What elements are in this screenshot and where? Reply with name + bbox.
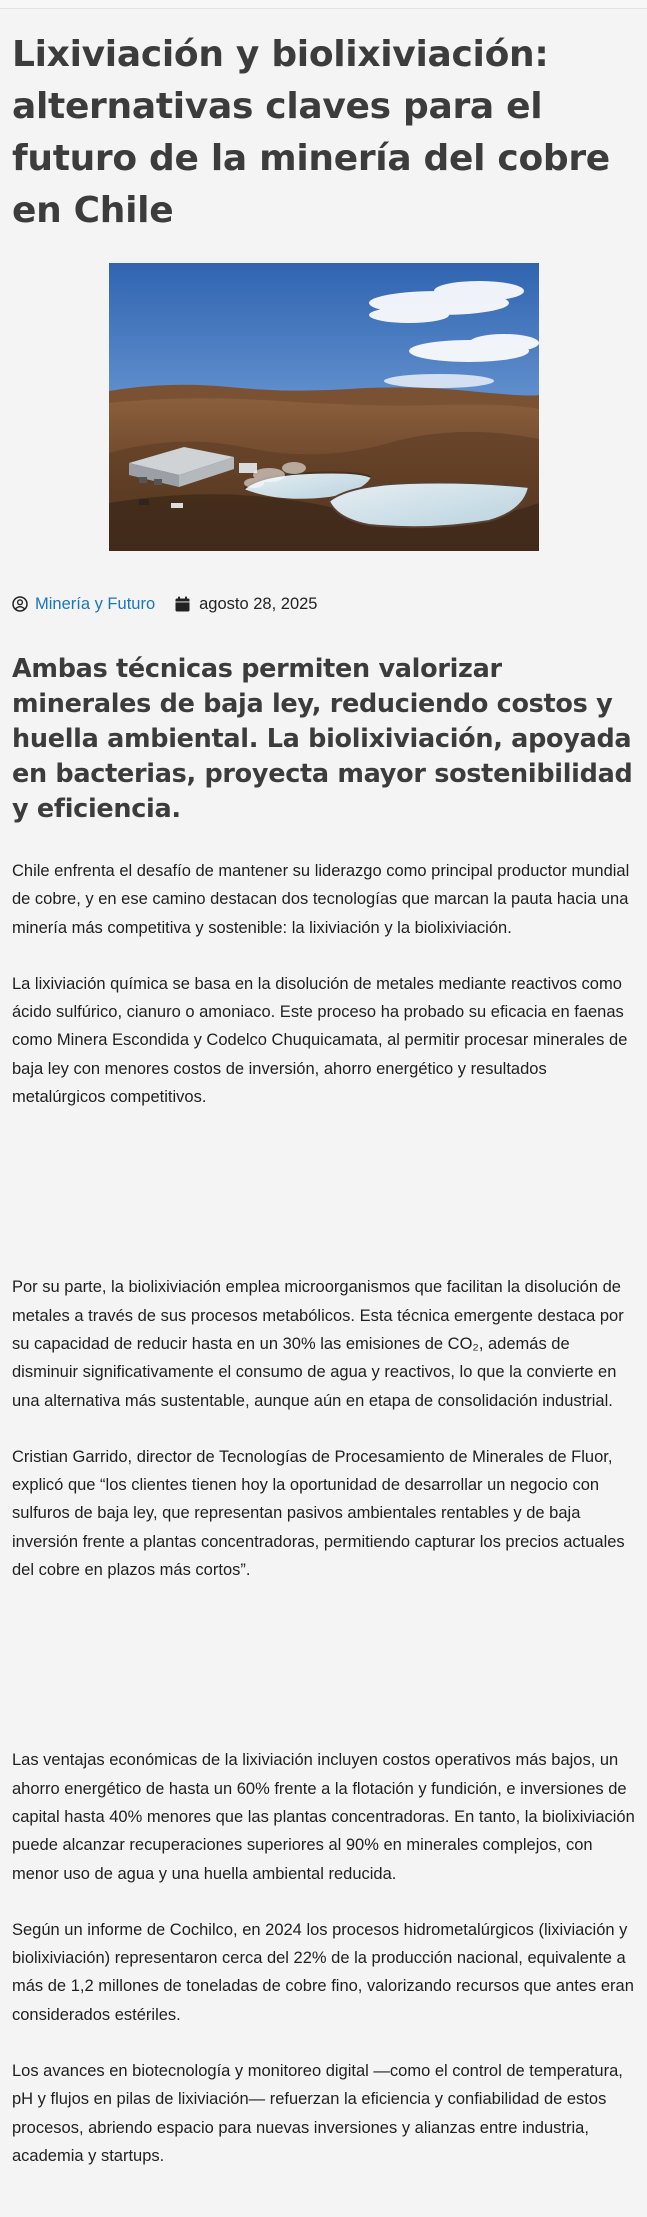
calendar-icon: [175, 596, 190, 612]
hero-image-container: [12, 263, 635, 551]
publish-date: agosto 28, 2025: [199, 594, 318, 613]
paragraph: Los avances en biotecnología y monitoreo digital —como el control de temperatura, pH y flujos en pilas de lixiviación— refuerzan la eficiencia y confiabilidad de estos procesos, abriendo espacio para nuevas inversiones y alianzas entre industria, academia y startups.: [12, 2062, 623, 2165]
article: [0, 29, 647, 2170]
article-meta: [12, 592, 635, 616]
paragraph: Por su parte, la biolixiviación emplea microorganismos que facilitan la disolución de metales a través de sus procesos metabólicos. Esta técnica emergente destaca por su capacidad de reducir hasta en un 30% las emisiones de CO₂, además de disminuir significativamente el consumo de agua y reactivos, lo que la convierte en una alternativa más sustentable, aunque aún en etapa de consolidación industrial.: [12, 1278, 624, 1410]
top-bar: [0, 0, 647, 9]
paragraph: Chile enfrenta el desafío de mantener su liderazgo como principal productor mundial de cobre, y en ese camino destacan dos tecnologías que marcan la pauta hacia una minería más competitiva y sostenible: la lixiviación y la biolixiviación.: [12, 862, 630, 937]
paragraph: Las ventajas económicas de la lixiviación incluyen costos operativos más bajos, un ahorro energético de hasta un 60% frente a la flotación y fundición, e inversiones de capital hasta 40% menores que las plantas concentradoras. En tanto, la biolixiviación puede alcanzar recuperaciones superiores al 90% en minerales complejos, con menor uso de agua y una huella ambiental reducida.: [12, 1751, 635, 1883]
paragraph: La lixiviación química se basa en la disolución de metales mediante reactivos como ácido sulfúrico, cianuro o amoniaco. Este proceso ha probado su eficacia en faenas como Minera Escondida y Codelco Chuquicamata, al permitir procesar minerales de baja ley con menores costos de inversión, ahorro energético y resultados metalúrgicos competitivos.: [12, 974, 628, 1107]
category-link[interactable]: Minería y Futuro: [35, 594, 156, 613]
paragraph: Según un informe de Cochilco, en 2024 los procesos hidrometalúrgicos (lixiviación y biolixiviación) representaron cerca del 22% de la producción nacional, equivalente a más de 1,2 millones de toneladas de cobre fino, valorizando recursos que antes eran considerados estériles.: [12, 1920, 634, 2024]
article-subtitle: Ambas técnicas permiten valorizar minerales de baja ley, reduciendo costos y huella ambiental. La biolixiviación, apoyada en bacterias, proyecta mayor sostenibilidad y eficiencia.: [12, 654, 633, 824]
paragraph: Cristian Garrido, director de Tecnologías de Procesamiento de Minerales de Fluor, explicó que “los clientes tienen hoy la oportunidad de desarrollar un negocio con sulfuros de baja ley, que representan pasivos ambientales rentables y de baja inversión frente a plantas concentradoras, permitiendo capturar los precios actuales del cobre en plazos más cortos”.: [12, 1447, 625, 1580]
article-title: Lixiviación y biolixiviación: alternativas claves para el futuro de la minería del cobre en Chile: [12, 34, 610, 231]
user-circle-icon: [12, 596, 28, 612]
hero-image: [109, 263, 539, 551]
